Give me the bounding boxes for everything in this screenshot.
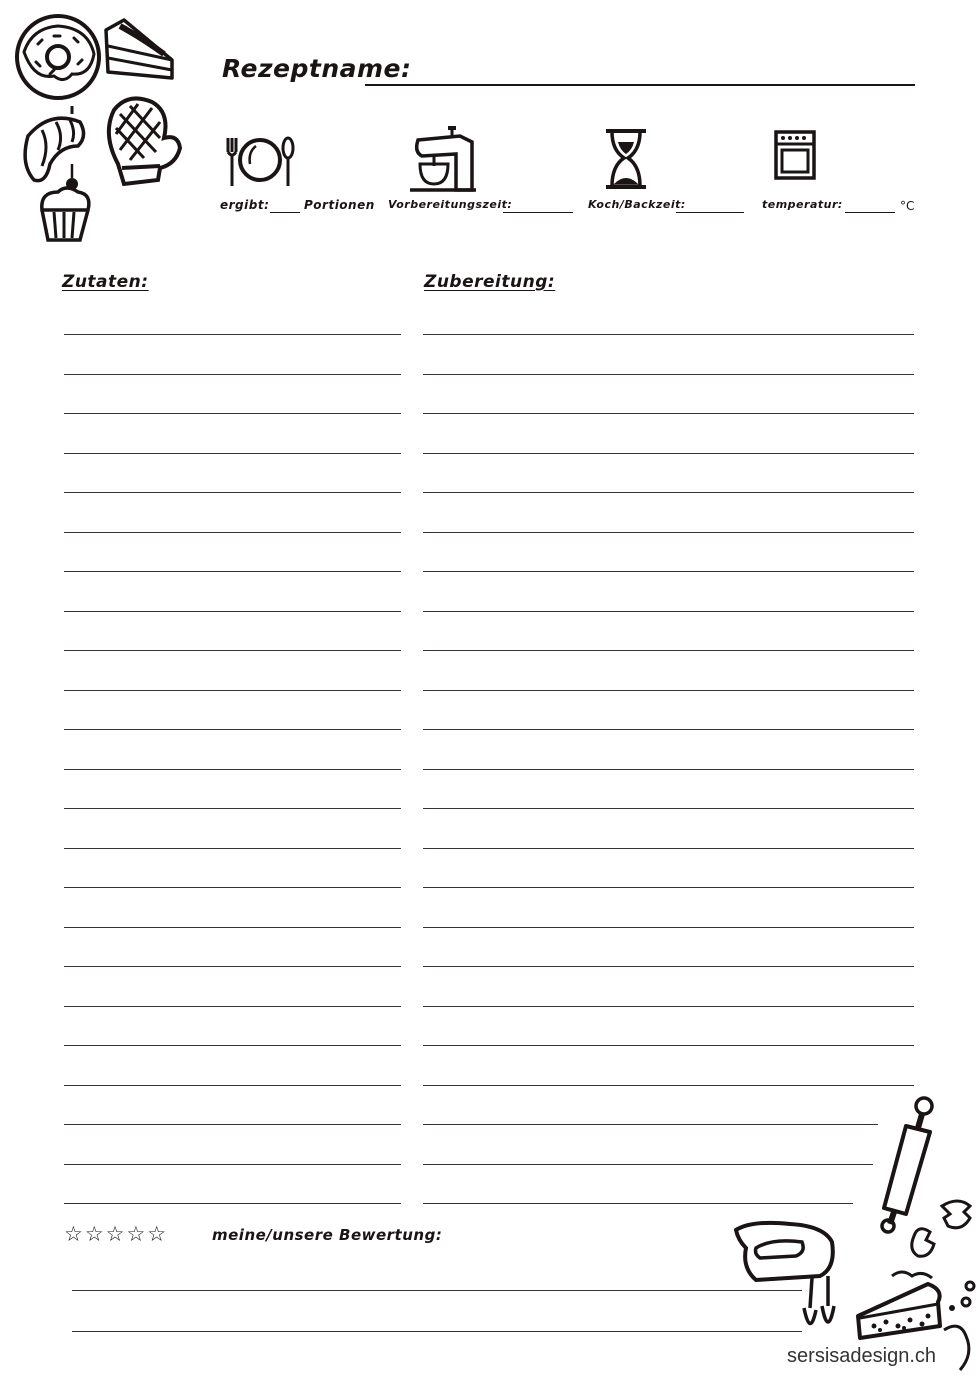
eggshell-icon: [908, 1196, 978, 1262]
ingredient-line[interactable]: [64, 611, 401, 612]
ingredient-line[interactable]: [64, 1006, 401, 1007]
preparation-line[interactable]: [423, 927, 914, 928]
prep-time-field[interactable]: [503, 212, 573, 213]
cupcake-icon: [36, 164, 92, 244]
ingredient-line[interactable]: [64, 690, 401, 691]
preparation-line[interactable]: [423, 374, 914, 375]
decor-squiggle-icon: [940, 1280, 980, 1375]
ingredient-line[interactable]: [64, 571, 401, 572]
ingredient-line[interactable]: [64, 769, 401, 770]
footer-website: sersisadesign.ch: [787, 1345, 936, 1367]
preparation-line[interactable]: [423, 729, 914, 730]
recipe-name-label: Rezeptname:: [222, 54, 412, 83]
oven-icon: [774, 130, 816, 180]
preparation-line[interactable]: [423, 848, 914, 849]
preparation-line[interactable]: [423, 611, 914, 612]
preparation-line[interactable]: [423, 808, 914, 809]
preparation-heading: Zubereitung:: [424, 272, 556, 292]
ingredient-line[interactable]: [64, 1085, 401, 1086]
ingredient-line[interactable]: [64, 966, 401, 967]
ingredient-line[interactable]: [64, 1164, 401, 1165]
ingredients-heading: Zutaten:: [62, 272, 149, 292]
cook-time-field[interactable]: [676, 212, 744, 213]
ingredient-line[interactable]: [64, 492, 401, 493]
preparation-line[interactable]: [423, 453, 914, 454]
ingredient-line[interactable]: [64, 532, 401, 533]
ingredient-line[interactable]: [64, 1124, 401, 1125]
ingredient-line[interactable]: [64, 848, 401, 849]
hand-mixer-icon: [732, 1218, 850, 1342]
ingredient-line[interactable]: [64, 1203, 401, 1204]
ingredient-line[interactable]: [64, 887, 401, 888]
rating-note-line[interactable]: [72, 1290, 802, 1291]
ingredient-line[interactable]: [64, 374, 401, 375]
rating-stars[interactable]: ☆☆☆☆☆: [64, 1222, 169, 1246]
ingredient-line[interactable]: [64, 927, 401, 928]
preparation-line[interactable]: [423, 571, 914, 572]
preparation-line[interactable]: [423, 1085, 914, 1086]
servings-unit-label: Portionen: [304, 198, 375, 212]
rating-note-line[interactable]: [72, 1331, 802, 1332]
preparation-line[interactable]: [423, 769, 914, 770]
preparation-line[interactable]: [423, 966, 914, 967]
prep-time-label: Vorbereitungszeit:: [388, 198, 513, 211]
preparation-line[interactable]: [423, 532, 914, 533]
temperature-unit: °C: [900, 199, 915, 213]
preparation-line[interactable]: [423, 334, 914, 335]
cook-time-label: Koch/Backzeit:: [588, 198, 686, 211]
stand-mixer-icon: [408, 126, 478, 192]
servings-label: ergibt:: [220, 198, 270, 212]
preparation-line[interactable]: [423, 1203, 853, 1204]
ingredient-line[interactable]: [64, 729, 401, 730]
preparation-line[interactable]: [423, 690, 914, 691]
ingredient-line[interactable]: [64, 413, 401, 414]
temperature-label: temperatur:: [762, 198, 843, 211]
ingredient-line[interactable]: [64, 650, 401, 651]
hourglass-icon: [604, 128, 648, 190]
preparation-line[interactable]: [423, 1045, 914, 1046]
ingredient-line[interactable]: [64, 334, 401, 335]
ingredient-line[interactable]: [64, 453, 401, 454]
preparation-line[interactable]: [423, 650, 914, 651]
ingredient-line[interactable]: [64, 808, 401, 809]
preparation-line[interactable]: [423, 1164, 873, 1165]
rating-label: meine/unsere Bewertung:: [212, 1226, 443, 1244]
preparation-line[interactable]: [423, 887, 914, 888]
cake-slice-icon: [102, 16, 178, 82]
plate-cutlery-icon: [226, 134, 294, 188]
temperature-field[interactable]: [845, 212, 895, 213]
pie-icon: [852, 1268, 948, 1342]
donut-icon: [14, 14, 104, 100]
preparation-line[interactable]: [423, 1006, 914, 1007]
preparation-line[interactable]: [423, 413, 914, 414]
oven-mitt-icon: [100, 94, 184, 186]
recipe-name-field[interactable]: [365, 84, 915, 86]
preparation-line[interactable]: [423, 492, 914, 493]
servings-field[interactable]: [270, 212, 300, 213]
preparation-line[interactable]: [423, 1124, 878, 1125]
ingredient-line[interactable]: [64, 1045, 401, 1046]
